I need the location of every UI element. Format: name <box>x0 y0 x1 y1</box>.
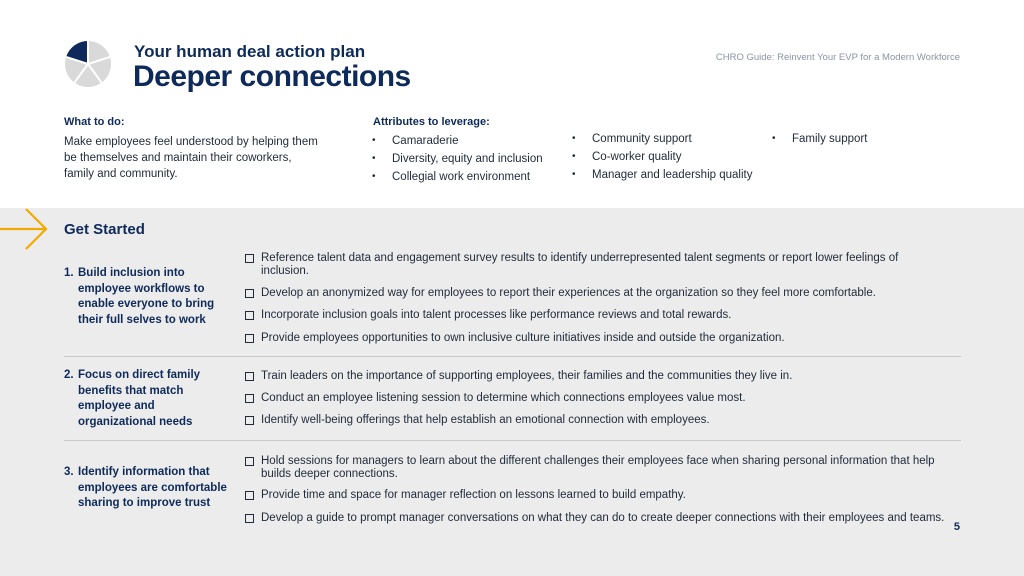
running-head: CHRO Guide: Reinvent Your EVP for a Modern Workforce <box>715 52 960 63</box>
task-text: Incorporate inclusion goals into talent processes like performance reviews and total rewards. <box>261 309 732 321</box>
divider <box>64 440 961 441</box>
attribute-item: • Family support <box>772 130 867 148</box>
attributes-col-2 <box>572 130 752 184</box>
task-item <box>245 370 945 383</box>
step-number: 2. <box>64 369 74 381</box>
task-item <box>245 392 945 405</box>
page-subtitle: Your human deal action plan <box>134 42 366 61</box>
task-item <box>245 414 945 427</box>
checkbox-icon[interactable] <box>245 254 254 263</box>
checkbox-icon[interactable] <box>245 491 254 500</box>
page-title: Deeper connections <box>133 60 411 93</box>
task-item <box>245 512 945 525</box>
pie-chart-icon <box>64 40 112 88</box>
task-text: Hold sessions for managers to learn about the different challenges their employees face when sharing personal information that help builds deeper connections. <box>261 455 935 480</box>
checkbox-icon[interactable] <box>245 372 254 381</box>
checkbox-icon[interactable] <box>245 289 254 298</box>
get-started-heading: Get Started <box>64 221 145 238</box>
task-text: Train leaders on the importance of supporting employees, their families and the communities they live in. <box>261 370 793 382</box>
task-text: Reference talent data and engagement survey results to identify underrepresented talent segments or report lower feelings of inclusion. <box>261 252 899 277</box>
step-number: 1. <box>64 267 74 279</box>
attribute-item: • Camaraderie <box>372 132 543 150</box>
checkbox-icon[interactable] <box>245 514 254 523</box>
attribute-item: • Community support <box>572 130 752 148</box>
checkbox-icon[interactable] <box>245 394 254 403</box>
attribute-item: • Manager and leadership quality <box>572 166 752 184</box>
attributes-col-3 <box>772 130 867 148</box>
task-item <box>245 332 945 345</box>
page-number: 5 <box>953 521 960 533</box>
task-text: Develop an anonymized way for employees to report their experiences at the organization so they feel more comfortable. <box>261 287 876 299</box>
task-text: Provide time and space for manager reflection on lessons learned to build empathy. <box>261 489 686 501</box>
task-item <box>245 309 945 322</box>
attribute-item: • Diversity, equity and inclusion <box>372 150 543 168</box>
step-title: Focus on direct family benefits that match employee and organizational needs <box>78 369 201 428</box>
task-text: Develop a guide to prompt manager conversations on what they can do to create deeper connections with their employees and teams. <box>261 512 945 524</box>
step-title: Build inclusion into employee workflows to enable everyone to bring their full selves to work <box>78 267 215 326</box>
checkbox-icon[interactable] <box>245 334 254 343</box>
task-text: Identify well-being offerings that help establish an emotional connection with employees. <box>261 414 710 426</box>
task-item <box>245 252 945 278</box>
task-item <box>245 489 945 502</box>
task-text: Conduct an employee listening session to determine which connections employees value most. <box>261 392 746 404</box>
arrow-right-icon <box>0 205 50 253</box>
task-text: Provide employees opportunities to own inclusive culture initiatives inside and outside the organization. <box>261 332 785 344</box>
step-title: Identify information that employees are comfortable sharing to improve trust <box>78 466 227 509</box>
attributes-col-1 <box>372 132 543 186</box>
task-item <box>245 455 945 481</box>
attribute-item: • Co-worker quality <box>572 148 752 166</box>
task-item <box>245 287 945 300</box>
checkbox-icon[interactable] <box>245 311 254 320</box>
step-number: 3. <box>64 466 74 478</box>
attributes-label: Attributes to leverage: <box>373 116 490 128</box>
attribute-item: • Collegial work environment <box>372 168 543 186</box>
divider <box>64 356 961 357</box>
what-to-do-text: Make employees feel understood by helping them be themselves and maintain their coworkers, family and community. <box>64 136 318 180</box>
checkbox-icon[interactable] <box>245 416 254 425</box>
checkbox-icon[interactable] <box>245 457 254 466</box>
what-to-do-label: What to do: <box>64 116 125 128</box>
